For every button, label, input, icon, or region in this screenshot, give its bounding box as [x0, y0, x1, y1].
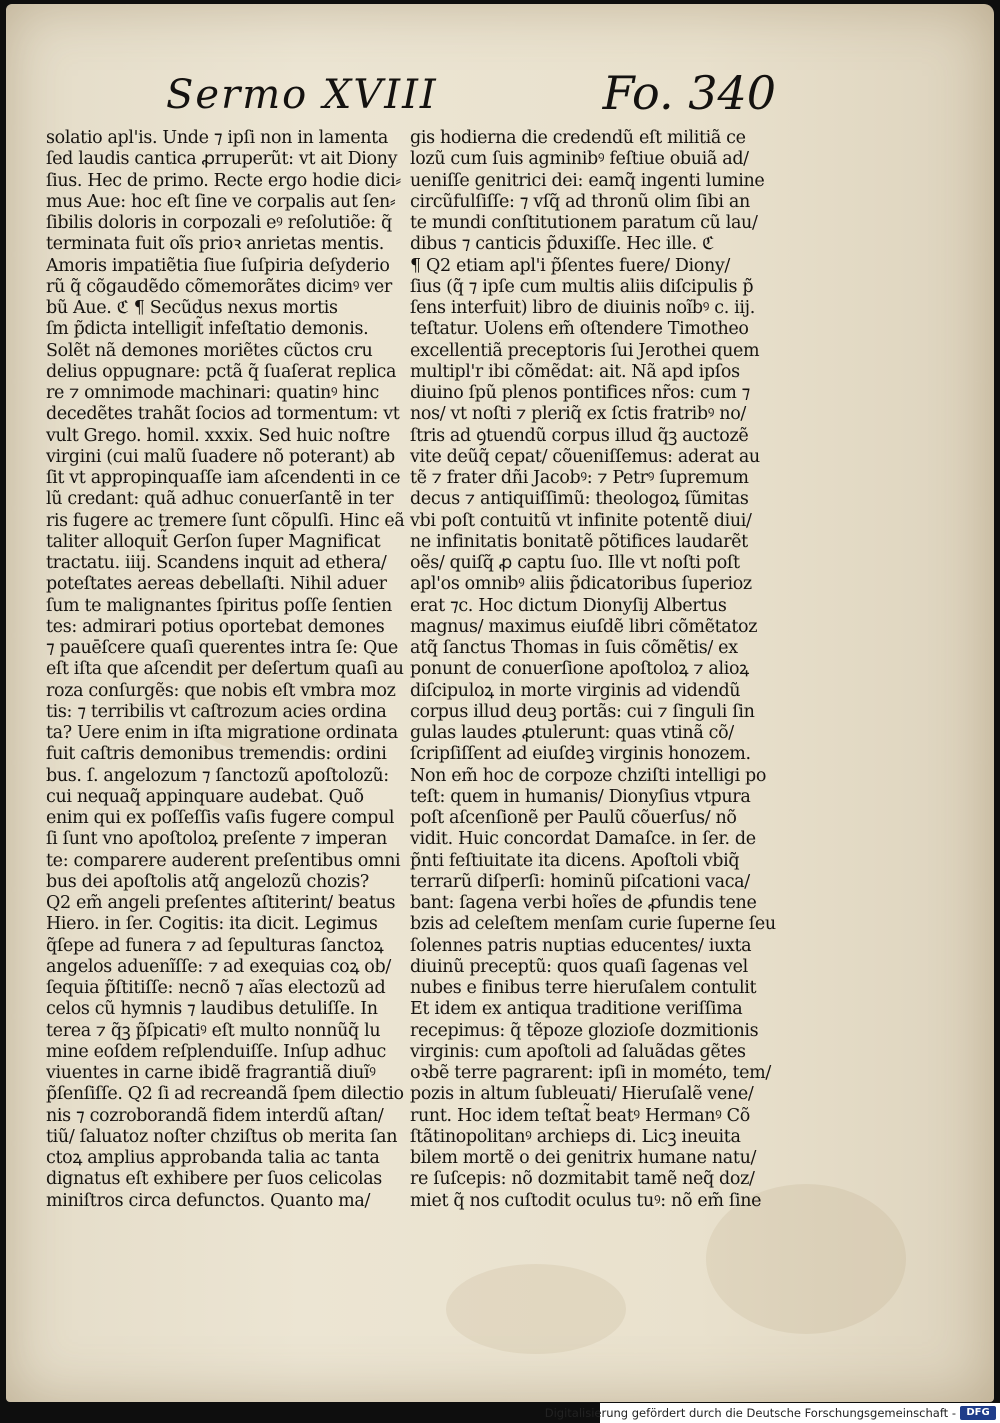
text-line: tis: ⁊ terribilis vt caſtrozum acies ordina — [46, 701, 387, 722]
text-line: ſibilis doloris in corpozali eꝰ reſolutiõe: q̃ — [46, 213, 392, 233]
text-line: virginis: cum apoſtoli ad ſaluãdas gẽtes — [410, 1041, 746, 1062]
text-line: miet q̃ nos cuſtodit oculus tuꝰ: nõ em̃ ſine — [410, 1190, 762, 1211]
text-line: erat ⁊c. Hoc dictum Dionyſij Albertus — [410, 595, 727, 616]
text-line: ſtãtinopolitanꝰ archieps di. Licꝫ ineuita — [410, 1126, 741, 1147]
text-line: ne infinitatis bonitatẽ põtifices laudarẽt — [410, 531, 748, 552]
text-line: teſt: quem in humanis/ Dionyſius vtpura — [410, 786, 751, 807]
dfg-logo-icon: DFG — [960, 1406, 996, 1420]
text-line: Hiero. in ſer. Cogitis: ita dicit. Legimus — [46, 914, 378, 935]
text-line: eſt iſta que aſcendit per deſertum quaſi au — [46, 659, 404, 680]
text-column-right — [410, 128, 776, 1212]
text-line: vite deũq̃ cepat/ cõueniſſemus: aderat au — [410, 446, 760, 467]
text-line: solatio apl'is. Unde ⁊ ipſi non in lamenta — [46, 128, 388, 148]
text-line: vidit. Huic concordat Damaſce. in ſer. de — [410, 829, 756, 850]
text-line: multipl'r ibi cõmẽdat: ait. Nã apd ipſos — [410, 361, 740, 382]
text-line: Et idem ex antiqua traditione veriſſima — [410, 999, 743, 1020]
text-line: nis ⁊ cozroborandã fidem interdũ aſtan/ — [46, 1105, 384, 1126]
funding-credit: Digitalisierung gefördert durch die Deutsche Forschungsgemeinschaft - — [544, 1406, 956, 1420]
text-line: bus. ſ. angelozum ⁊ ſanctozũ apoſtolozũ: — [46, 765, 389, 786]
text-line: corpus illud deuꝫ portãs: cui ⁊ ſinguli ſin — [410, 701, 755, 722]
text-line: miniſtros circa defunctos. Quanto ma/ — [46, 1190, 371, 1211]
text-line: ſi ſunt vno apoſtoloꝝ preſente ⁊ imperan — [46, 829, 387, 850]
text-line: apl'os omnibꝰ aliis p̃dicatoribus ſuperioz — [410, 574, 752, 595]
running-head: Sermo XVIII — [166, 72, 438, 118]
text-line: tractatu. iiij. Scandens inquit ad ethera/ — [46, 553, 387, 573]
text-line: nubes e finibus terre hieruſalem contulit — [410, 978, 757, 998]
text-line: vbi poſt contuitũ vt infinite potentẽ diui/ — [410, 510, 752, 531]
text-line: ta? Uere enim in iſta migratione ordinata — [46, 723, 398, 743]
text-line: decus ⁊ antiquiſſimũ: theologoꝝ ſũmitas — [410, 489, 749, 510]
text-line: mus Aue: hoc eſt ſine ve corpalis aut ſen⸗ — [46, 191, 396, 212]
text-line: roza conſurgẽs: que nobis eſt vmbra moz — [46, 680, 396, 701]
text-line: ⁊ pauēſcere quaſi querentes intra ſe: Que — [46, 638, 398, 658]
text-line: teſtatur. Uolens em̃ oſtendere Timotheo — [410, 319, 749, 340]
text-line: celos cũ hymnis ⁊ laudibus detuliſſe. In — [46, 999, 378, 1020]
text-line: decedẽtes trahãt ſocios ad tormentum: vt — [46, 404, 400, 425]
text-line: tẽ ⁊ frater dñi Jacobꝰ: ⁊ Petrꝰ ſupremum — [410, 468, 749, 488]
text-line: ſtris ad ꝯtuendũ corpus illud q̃ꝫ auctozẽ — [410, 425, 749, 446]
text-line: bilem mortẽ o dei genitrix humane natu/ — [410, 1148, 757, 1168]
text-line: oꝛbẽ terre pagrarent: ipſi in mométo, tem/ — [410, 1063, 771, 1083]
text-line: oẽs/ quiſq̃ ꝓ captu ſuo. Ille vt noſti poſt — [410, 553, 740, 573]
text-line: ris fugere ac tremere ſunt cõpulſi. Hinc eã — [46, 510, 405, 531]
text-line: ſius. Hec de primo. Recte ergo hodie dici⸗ — [46, 170, 401, 191]
book-page — [6, 4, 994, 1402]
text-line: q̃ſepe ad funera ⁊ ad ſepulturas ſanctoꝝ — [46, 935, 384, 956]
text-line: terrarũ diſperſi: hominũ piſcationi vaca/ — [410, 871, 750, 892]
text-line: ponunt de conuerſione apoſtoloꝝ ⁊ alioꝝ — [410, 659, 749, 680]
text-line: gis hodierna die credendũ eſt militiã ce — [410, 128, 746, 148]
text-line: fuit caſtris demonibus tremendis: ordini — [46, 744, 387, 765]
text-line: angelos aduenĩſſe: ⁊ ad exequias coꝝ ob/ — [46, 956, 391, 977]
text-line: Q2 em̃ angeli preſentes aſtiterint/ beatus — [46, 893, 396, 913]
text-line: ueniſſe genitrici dei: eamq̃ ingenti lumine — [410, 170, 765, 191]
text-line: p̃nti feſtiuitate ita dicens. Apoſtoli vbiq̃ — [410, 850, 740, 871]
text-line: pozis in altum ſubleuati/ Hieruſalẽ vene/ — [410, 1084, 754, 1105]
text-line: ſcripſiſſent ad eiuſdeꝫ virginis honozem. — [410, 744, 751, 765]
text-line: re ⁊ omnimode machinari: quatinꝰ hinc — [46, 383, 379, 403]
text-line: virgini (cui malũ ſuadere nõ poterant) ab — [46, 446, 395, 467]
text-line: enim qui ex poſſeſſis vaſis fugere compul — [46, 808, 395, 828]
text-line: lozũ cum ſuis agminibꝰ feſtiue obuiã ad/ — [410, 149, 749, 170]
text-line: delius oppugnare: pctã q̃ ſuaſerat replica — [46, 361, 397, 382]
text-line: ſequia p̃ſtitiſſe: necnõ ⁊ aĩas electozũ ad — [46, 978, 386, 998]
text-line: circũfulſiſſe: ⁊ vſq̃ ad thronũ olim ſibi an — [410, 191, 750, 212]
text-line: cui nequaq̃ appinquare audebat. Quõ — [46, 786, 364, 807]
text-line: tiũ/ ſaluatoz noſter chziſtus ob merita ſan — [46, 1126, 398, 1147]
text-line: Solẽt nã demones moriẽtes cũctos cru — [46, 340, 373, 361]
text-line: excellentiã preceptoris ſui Jerothei quem — [410, 340, 760, 361]
text-line: viuentes in carne ibidẽ fragrantiã diuĩꝰ — [46, 1063, 376, 1083]
text-line: nos/ vt noſti ⁊ pleriq̃ ex ſctis fratribꝰ no/ — [410, 404, 746, 425]
text-line: dignatus eſt exhibere per ſuos celicolas — [46, 1169, 382, 1190]
text-line: diuinũ preceptũ: quos quaſi ſagenas vel — [410, 956, 748, 977]
text-line: bus dei apoſtolis atq̃ angelozũ chozis? — [46, 871, 369, 892]
text-line: rũ q̃ cõgaudẽdo cõmemorãtes dicimꝰ ver — [46, 276, 392, 297]
text-line: Non em̃ hoc de corpoze chziſti intelligi po — [410, 765, 767, 786]
text-line: diſcipuloꝝ in morte virginis ad videndũ — [410, 680, 741, 701]
folio-number: Fo. 340 — [602, 66, 776, 120]
text-line: bant: ſagena verbi hoĩes de ꝓfundis tene — [410, 893, 757, 913]
text-line: terea ⁊ q̃ꝫ p̃ſpicatiꝰ eſt multo nonnũq̃ lu — [46, 1020, 381, 1041]
text-line: tes: admirari potius oportebat demones — [46, 616, 385, 637]
text-line: bũ Aue. ℭ ¶ Secũdus nexus mortis — [46, 298, 338, 318]
text-column-left — [46, 128, 404, 1212]
text-line: Amoris impatiẽtia ſiue ſuſpiria deſyderio — [46, 255, 390, 276]
paper-stain — [446, 1264, 626, 1354]
text-line: ſens interfuit) libro de diuinis noĩbꝰ c. iij. — [410, 298, 755, 318]
text-line: mine eoſdem reſplenduiſſe. Inſup adhuc — [46, 1041, 386, 1062]
text-line: ſolennes patris nuptias educentes/ iuxta — [410, 935, 752, 956]
text-line: atq̃ ſanctus Thomas in ſuis cõmẽtis/ ex — [410, 638, 738, 658]
text-line: ſius (q̃ ⁊ ipſe cum multis aliis diſcipulis p̃ — [410, 276, 754, 297]
digitization-footer — [544, 1403, 1000, 1423]
text-line: dibus ⁊ canticis p̃duxiſſe. Hec ille. ℭ — [410, 234, 714, 255]
text-line: diuino ſpũ plenos pontifices nr̃os: cum ⁊ — [410, 383, 751, 403]
text-line: gulas laudes ꝓtulerunt: quas vtinã cõ/ — [410, 723, 734, 743]
text-line: taliter alloquit̃ Gerſon ſuper Magnificat — [46, 531, 381, 552]
text-line: ctoꝝ amplius approbanda talia ac tanta — [46, 1148, 380, 1168]
text-line: magnus/ maximus eiuſdẽ libri cõmẽtatoz — [410, 616, 758, 637]
text-line: ſed laudis cantica ꝓrruperũt: vt ait Diony — [46, 149, 398, 170]
text-line: poteſtates aereas debellaſti. Nihil aduer — [46, 574, 387, 595]
text-line: ¶ Q2 etiam apl'i p̃ſentes fuere/ Diony/ — [410, 255, 730, 276]
text-line: p̃ſenſiſſe. Q2 ſi ad recreandã ſpem dilectio — [46, 1084, 404, 1105]
text-line: te mundi conſtitutionem paratum cũ lau/ — [410, 213, 758, 233]
text-line: vult Grego. homil. xxxix. Sed huic noſtre — [46, 425, 390, 446]
text-line: lũ credant: quã adhuc conuerſantẽ in ter — [46, 489, 394, 510]
text-line: ſit vt appropinquaſſe iam aſcendenti in ce — [46, 468, 401, 488]
text-line: re ſuſcepis: nõ dozmitabit tamẽ neq̃ doz/ — [410, 1169, 755, 1190]
text-line: terminata fuit oĩs prioꝛ anrietas mentis. — [46, 234, 384, 255]
text-line: bzis ad celeſtem menſam curie ſuperne ſeu — [410, 914, 776, 935]
text-line: te: comparere auderent preſentibus omni — [46, 850, 401, 871]
text-line: runt. Hoc idem teſtat̃ beatꝰ Hermanꝰ Cõ — [410, 1105, 750, 1126]
text-line: ſum te malignantes ſpiritus poſſe ſentien — [46, 595, 392, 616]
text-line: poſt aſcenſionẽ per Paulũ cõuerſus/ nõ — [410, 808, 737, 828]
text-line: recepimus: q̃ tẽpoze glozioſe dozmitionis — [410, 1020, 759, 1041]
text-line: ſm p̃dicta intelligit̃ infeſtatio demonis. — [46, 319, 369, 340]
